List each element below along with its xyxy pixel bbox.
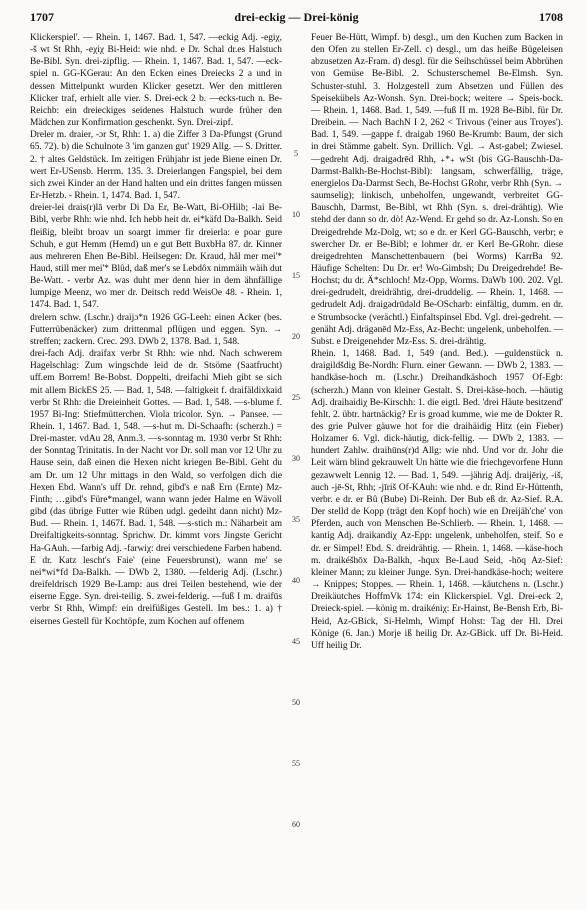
line-number: 40 <box>292 576 300 585</box>
line-number: 15 <box>292 271 300 280</box>
line-number: 5 <box>294 149 298 158</box>
right-column <box>311 32 563 902</box>
entry-dreierlei: dreier-lei drais(r)lā verbr Di Da Er, Be-Watt, Bi-OHilb; -lai Be-Bibl, verbr Rhh: wie nhd. Ich hebb heit dr. ei*käfd Da-Balkh. Seid fleißig, bleibt broav un soargt immer fir dreierla: e poar gure Schuh, e gut Hemm (Hemd) un e gut Bett BuxbHa 87. dr. Kinner aus mehreren Ehen Be-Bibl. Heilsegen: Dr. Kraud, hål mer mei'* Haud, still mer mei'* Blûd, daß mer's se Lebdôx nimmäih wäih dut Be-Watt. - verbr Az. was duht mer denn hier in dem ähnfällige lumpige Meenz, wo mer dr. Deitsch redd WeisOe 48. - Rhein. 1, 1474. Bad. 1, 547. <box>30 203 282 311</box>
line-number: 45 <box>292 637 300 646</box>
line-number: 30 <box>292 454 300 463</box>
left-column <box>30 32 282 902</box>
line-number: 35 <box>292 515 300 524</box>
line-number: 25 <box>292 393 300 402</box>
line-number: 60 <box>292 820 300 829</box>
line-number: 55 <box>292 759 300 768</box>
page-header <box>30 10 563 26</box>
entry-dreigulden-to-dreikoenig: Rhein. 1, 1468. Bad. 1, 549 (and. Bed.). —guldenstück n. draigildšdig Be-Nordh: Flurn. einer Gewann. — DWb 2, 1383. —handkäse-hoch m. (Lschr.) Dreihandkäshoch 1957 Of-Egb: (scherzh.) Mann von kleiner Gestalt. S. Drei-käse-hoch. —häutig Adj. draihaidiχ Be-Kirschh: 1. die eigtl. Bed. 'drei Häute besitzend' fehlt. 2. übtr. hartnäckig? Er is groad kumme, wie me de Dokter R. des grie Pulver gäuwe hot for die draihäidig Hitz (ein Fieber) Holzamer 6. Vgl. dick-häutig, dick-fellig. — DWb 2, 1383. —hundert Zahlw. draihūns(r)d Allg: wie nhd. Und vor dr. Johr die Leit wärn blind gekrauwelt Un hätte wie die friechgevorfene Hunn gezawwelt Lennig 12. — Bad. 1, 549. —jährig Adj. draijēriχ, -iš, auch -jē-St, Rhh; -jīriš Of-KAuh: wie nhd. e dr. Rind Er-Hüttenth, verbr. e dr. er Bû (Bube) Di-Reinh. Der Bub eß dr. Az-Sief. R.A. Der stelld de Kopp (trägt den Kopf hoch) wie en Dreijäh'che' von Pferden, auch von Menschen Be-Schlierb. — Rhein. 1, 1468. —kantig Adj. draikandiχ Az-Epp: ungelenk, unbeholfen, steif. So e dr. er Simpel! Ebd. S. dreidrähtig. — Rhein. 1, 1468. —käse-hoch m. draikéšhōx Da-Balkh, -hqux Be-Laud Seid, -hōq Az-Sief: kleiner Mann; zu kleiner Junge. Syn. Drei-handkäse-hoch; weitere → Knippes; Stoppes. — Rhein. 1, 1468. —käutchens n. (Lschr.) Dreikäutches HoffmVk 174: ein Klickerspiel. Vgl. Drei-eck 2, Dreieck-spiel. —könig m. draikéniχ: Er-Hainst, Be-Bensh Erb, Bi-Heid, Az-GBick, Si-Helmh, Wimpf Hohst: Tag der Hl. Drei Könige (6. Jan.) Morje iß heilig Dr. Az-GBick. uff Dr. Bi-Heid. Uff heilig Dr. <box>311 349 563 651</box>
page-number-right: 1708 <box>539 10 563 24</box>
page-number-left: 1707 <box>30 10 54 24</box>
entry-dreifuss-continued: Feuer Be-Hütt, Wimpf. b) desgl., um den Kuchen zum Backen in den Ofen zu stellen Er-Zell. c) desgl., um das heiße Bügeleisen abzusetzen Az-Fram. d) desgl. für die Seihschüssel beim Abbrühen von Gemüse Be-Bibl. 2. Schusterschemel Be-Elmsh. Syn. Schuster-stuhl. 3. Holzgestell zum Absetzen und Füllen des Speisekübels Az-Wonsh. Syn. Drei-bock; weitere → Speis-bock. — Rhein. 1, 1468. Bad. 1, 549. —fuß II m. 1928 Be-Bibl. für Dr. Dreibein. — Nach BachN I 2, 262 < Trivous ('einer aus Troyes'). Bad. 1, 549. —gappe f. draigab 1960 Be-Krumb: Baum, der sich in drei Stämme gabelt. Syn. Drillich. Vgl. → Ast-gabel; Zwiesel. —gedreht Adj. draigədrēd Rhh, ₊*₊ wSt (bis GG-Bauschh-Da-Darmst-Balkh-Be-Hochst-Bibl): langsam, schwerfällig, träge, energielos Da-Darmst Sech, Be-Hochst GRohr, verbr Rhh (Syn. → saumselig); linkisch, unbeholfen, ungewandt, verbreitet GG-Bauschh, Darmst, Be-Bibl, wt Rhh (Syn. s. drei-drähtig). Wie stehd der dann so dr. dò! Az-Wend. Er gehd so dr. Az-Lonsh. So en Dreigedrehde Mz-Dolg, wt; so e dr. er Kerl GG-Bauschh, verbr; e swercher Dr. er Be-Bibl; e lohmer dr. er Kerl Be-GRohr. diese dreigedrehten Manschettenbauern (bei Worms) KarrBa 92. Häufige Schelten: Du Dr. er! Wo-Gimbsh; Du Dreigedrehde! Be-Hochst; du dr. Ä*schloch! Mz-Opp, Worms. DaWb 100. 202. Vgl. drei-gedrudelt, dreidrähtig, drei-druddelig. — Rhein. 1, 1468. —gedrudelt Adj. draigədrūdəld Be-OScharb: einfältig, dumm. en dr. e Strumbsocke (verächtl.) Einfaltspinsel Ebd. Vgl. drei-gedreht. —genäht Adj. drägənēd Mz-Ess, Az-Becht: ungelenk, unbeholfen. — Subst. e Dreigenehder Mz-Ess. S. drei-drähtig. <box>311 33 563 347</box>
running-title: drei-eckig — Drei-könig <box>234 10 359 24</box>
line-number: 10 <box>292 210 300 219</box>
line-number: 20 <box>292 332 300 341</box>
entry-dreifach: drei-fach Adj. draifax verbr St Rhh: wie nhd. Nach schwerem Hagelschlag: Zum wingschde leid de dr. Stsöme (Saatfrucht) uff.em Borrem! Be-Bobst. Doppelti, dreifachi Mieh gibt se sich mit allem BickES 25. — Bad. 1, 548. —faltigkeit f. draifäldixkaid verbr St Rhh: die Dreieinheit Gottes. — Bad. 1, 548. —s-blume f. 1957 Bi-Ing: Stiefmütterchen. Viola tricolor. Syn. → Pansee. — Rhein. 1, 1467. Bad. 1, 548. —s-hut m. Di-Schaafh: (scherzh.) = Drei-master. vdAu 28, Anm.3. —s-sonntag m. 1930 verbr St Rhh: der Sonntag Trinitatis. In der Nacht vor Dr. soll man vor 12 Uhr zu Hause sein, daß einen die Hexen nicht kriegen Be-Bibl. Geht du am Dr. um 12 Uhr mittags in den Wald, so verfolgen dich die Hexen Ebd. Wann's uff Dr. rehnd, gibd's e naß Ern (Ernte) Mz-Finth; …gibd's Füre*mangel, wann wann jeder Halme en Wävoll gibd (das übrige Futter wie Rüben udgl. gedeiht dann nicht) Mz-Bud. — Rhein. 1, 1467f. Bad. 1, 548. —s-stich m.: Näharbeit am Dreifaltigkeits-sonntag. Sprichw. Dr. kimmt vors Jingste Gericht Ha-GAuh. —farbig Adj. -farwiχ: drei verschiedene Farben habend. E dr. Katz lescht's Faie' (eine Feuersbrunst), wann me' se nei*wi*fd Da-Balkh. — DWb 2, 1380. —felderig Adj. (Lschr.) dreifeldrisch 1929 Be-Lamp: aus drei Teilen bestehend, wie der eiserne Egge. Syn. drei-teilig. S. zwei-felderig. —fuß I m. draifūs verbr St Rhh, Wimpf: ein dreifüßiges Gestell. Im bes.: 1. a) † eisernes Gestell für Kochtöpfe, zum Kochen auf offenem <box>30 349 282 627</box>
line-number: 50 <box>292 698 300 707</box>
entry-dreiern: drelern schw. (Lschr.) draijɔ*n 1926 GG-Leeh: einen Acker (bes. Futterrübenäcker) zum drittenmal pflügen und eggen. Syn. → streffen; zackern. Crec. 293. DWb 2, 1378. Bad. 1, 548. <box>30 312 282 347</box>
line-number-margin <box>287 32 305 902</box>
entry-dreier: Dreler m. draier, -ɔr St, Rhh: 1. a) die Ziffer 3 Da-Pfungst (Grund 65. 72). b) die Schulnote 3 'im ganzen gut' 1929 Allg. — S. Dritter. 2. † altes Geldstück. Im zeitigen Frühjahr ist jede Biene einen Dr. wert Er-USensb. Herrm. 135. 3. Dreierlangen Fangspiel, bei dem sich zwei Kinder an der Hand halten und ein drittes fangen müssen Er-Hetzb. - Rhein. 1, 1474. Bad. 1, 547. <box>30 130 282 202</box>
entry-drei-eckig: Klickerspiel'. — Rhein. 1, 1467. Bad. 1, 547. —eckig Adj. -egiχ, -š wt St Rhh, -eχiχ Bi-Heid: wie nhd. e Dr. Schal dr.es Halstuch Be-Bibl. Syn. drei-zipflig. — Rhein. 1, 1467. Bad. 1, 547. —eck-spiel n. GG-KGerau: An den Ecken eines Dreiecks 2 a und in dessen Mittelpunkt wurden Klicker gesetzt. Wer den mittleren Klicker traf, erhielt alle vier. S. Drei-eck 2 b. —ecks-tuch n. Be-Reichb: ein dreieckiges seidenes Halstuch wurde früher den Mädchen zur Konfirmation geschenkt. Syn. Drei-zipf. <box>30 33 282 129</box>
